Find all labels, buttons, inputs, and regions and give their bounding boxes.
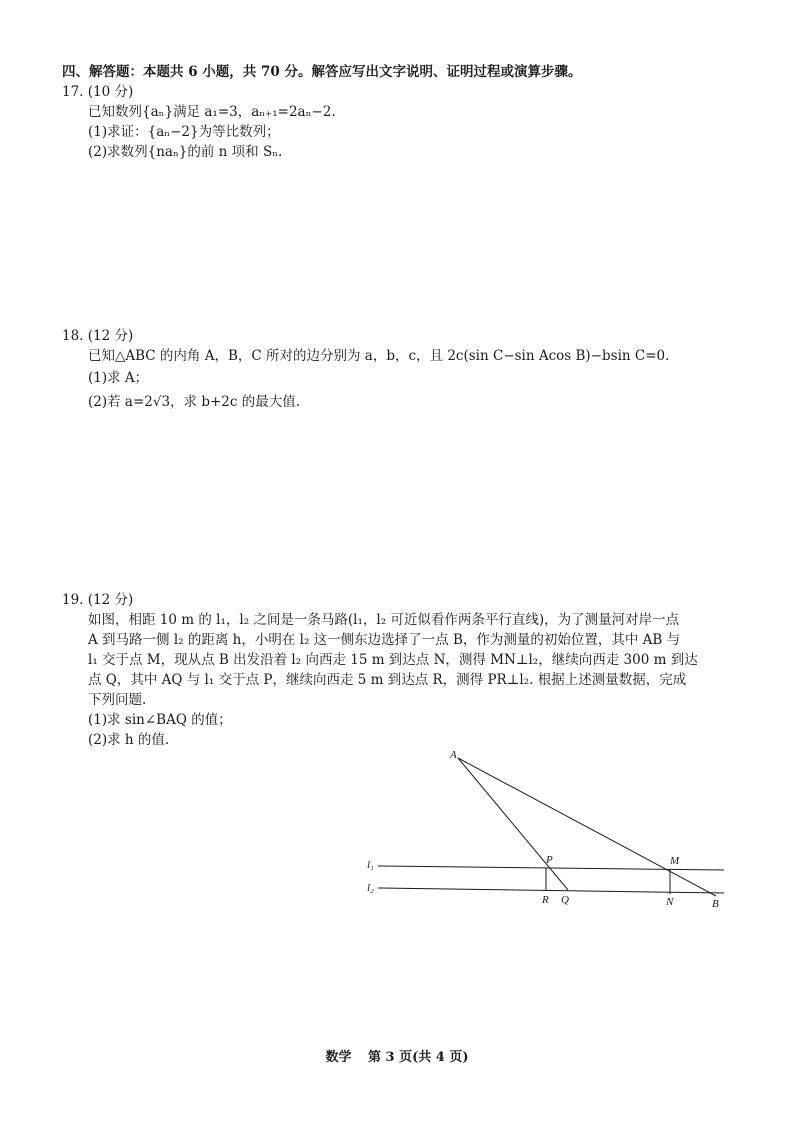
segment-AB: [458, 758, 716, 896]
label-l2: l₂: [367, 882, 374, 894]
q17-part2: (2)求数列{naₙ}的前 n 项和 Sₙ.: [88, 144, 283, 160]
q18-part1: (1)求 A；: [88, 370, 149, 386]
q19-stem-line2: A 到马路一侧 l₂ 的距离 h，小明在 l₂ 这一侧东边选择了一点 B，作为测量的初始位置，其中 AB 与: [88, 632, 681, 648]
q19-stem-line5: 下列问题.: [88, 692, 147, 708]
q17-stem: 已知数列{aₙ}满足 a₁=3，aₙ₊₁=2aₙ−2.: [88, 104, 336, 120]
q19-geometry-figure: [360, 738, 740, 918]
segment-AQ: [458, 758, 568, 890]
q19-stem-line3: l₁ 交于点 M，现从点 B 出发沿着 l₂ 向西走 15 m 到达点 N，测得 MN⊥l₂，继续向西走 300 m 到达: [88, 652, 698, 668]
label-B: B: [712, 898, 719, 910]
page-footer: [0, 1046, 794, 1065]
label-Q: Q: [561, 894, 569, 906]
footer-page-number: 第 3 页(共 4 页): [368, 1050, 469, 1065]
q19-stem-line4: 点 Q，其中 AQ 与 l₁ 交于点 P，继续向西走 5 m 到达点 R，测得 PR⊥l₂. 根据上述测量数据，完成: [88, 672, 687, 688]
q19-stem-line1: 如图，相距 10 m 的 l₁，l₂ 之间是一条马路(l₁，l₂ 可近似看作两条平行直线)，为了测量河对岸一点: [88, 612, 680, 628]
q17-part1: (1)求证：{aₙ−2}为等比数列；: [88, 124, 280, 140]
label-P: P: [546, 854, 553, 866]
label-l1: l₁: [367, 859, 374, 871]
footer-subject: 数学: [325, 1050, 352, 1065]
section-header: 四、解答题：本题共 6 小题，共 70 分。解答应写出文字说明、证明过程或演算步骤。: [62, 64, 582, 80]
q19-number: 19. (12 分): [62, 592, 134, 608]
q19-part1: (1)求 sin∠BAQ 的值；: [88, 712, 232, 728]
label-A: A: [450, 749, 457, 761]
label-M: M: [670, 855, 680, 867]
q17-number: 17. (10 分): [62, 84, 134, 100]
q18-number: 18. (12 分): [62, 328, 134, 344]
q18-stem: 已知△ABC 的内角 A，B，C 所对的边分别为 a，b，c，且 2c(sin C−sin Acos B)−bsin C=0.: [88, 348, 670, 364]
line-l2: [378, 888, 724, 893]
q19-part2: (2)求 h 的值.: [88, 732, 170, 748]
label-N: N: [666, 896, 674, 908]
q18-part2: (2)若 a=2√3，求 b+2c 的最大值.: [88, 394, 301, 410]
label-R: R: [542, 894, 549, 906]
